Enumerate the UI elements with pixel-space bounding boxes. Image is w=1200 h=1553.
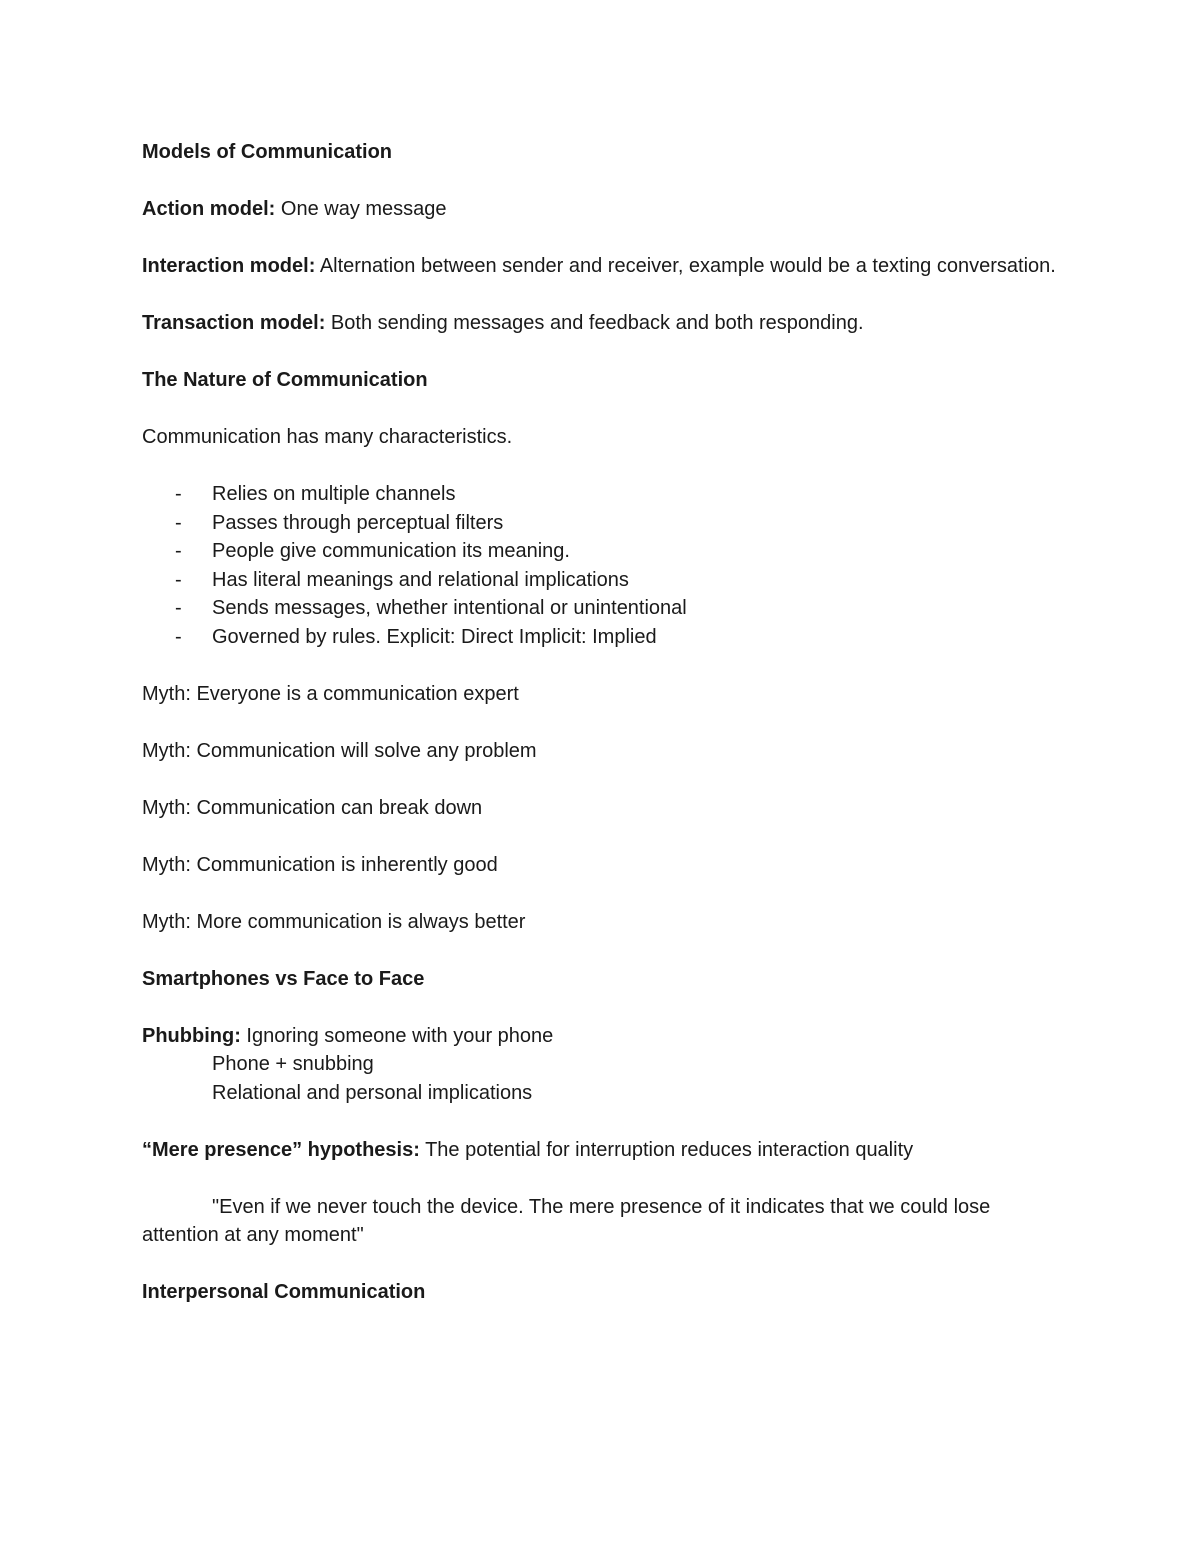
bullet-dash: - [175,511,182,534]
transaction-model-text: Both sending messages and feedback and both responding. [325,312,864,334]
heading-interpersonal-communication: Interpersonal Communication [142,1281,426,1303]
list-item [142,480,1062,509]
phubbing-sub-line: Relational and personal implications [212,1081,533,1104]
document-body [142,138,1062,1307]
characteristics-intro: Communication has many characteristics. [142,426,513,448]
action-model-text: One way message [275,198,447,220]
bullet-dash: - [175,540,182,562]
list-item [142,566,1062,595]
action-model-paragraph [142,195,1062,224]
mere-presence-text: The potential for interruption reduces interaction quality [419,1138,914,1161]
list-item-text: Passes through perceptual filters [212,511,504,534]
transaction-model-term: Transaction model: [142,312,326,334]
interaction-model-text: Alternation between sender and receiver, example would be a texting conversation. [315,255,1056,277]
heading-nature-of-communication: The Nature of Communication [142,369,428,391]
phubbing-sub-line: Phone + snubbing [212,1053,374,1075]
characteristics-list [142,480,1062,651]
list-item [142,509,1062,538]
myth-line: Myth: Communication is inherently good [142,853,498,876]
myth-line: Myth: More communication is always better [142,910,526,933]
list-item-text: Relies on multiple channels [212,483,456,505]
list-item-text: People give communication its meaning. [212,540,570,562]
list-item-text: Has literal meanings and relational implications [212,568,629,591]
list-item-text: Sends messages, whether intentional or unintentional [212,597,687,619]
mere-presence-term: “Mere presence” hypothesis: [142,1138,420,1161]
myth-line: Myth: Everyone is a communication expert [142,682,519,705]
phubbing-term: Phubbing: [142,1024,241,1047]
action-model-term: Action model: [142,198,276,220]
bullet-dash: - [175,597,182,619]
list-item [142,594,1062,623]
bullet-dash: - [175,625,182,648]
phubbing-text: Ignoring someone with your phone [240,1024,554,1047]
interaction-model-paragraph [142,252,1062,281]
list-item [142,623,1062,652]
transaction-model-paragraph [142,309,1062,338]
list-item [142,537,1062,566]
interaction-model-term: Interaction model: [142,255,316,277]
myth-line: Myth: Communication can break down [142,796,483,819]
bullet-dash: - [175,568,182,591]
bullet-dash: - [175,483,182,505]
mere-presence-paragraph [142,1136,1062,1165]
heading-smartphones-vs-face-to-face: Smartphones vs Face to Face [142,967,425,990]
mere-presence-quote: "Even if we never touch the device. The mere presence of it indicates that we could lose attention at any moment" [142,1195,991,1246]
myth-line: Myth: Communication will solve any problem [142,739,537,762]
heading-models-of-communication: Models of Communication [142,141,392,163]
phubbing-paragraph [142,1022,1062,1051]
list-item-text: Governed by rules. Explicit: Direct Implicit: Implied [212,625,657,648]
